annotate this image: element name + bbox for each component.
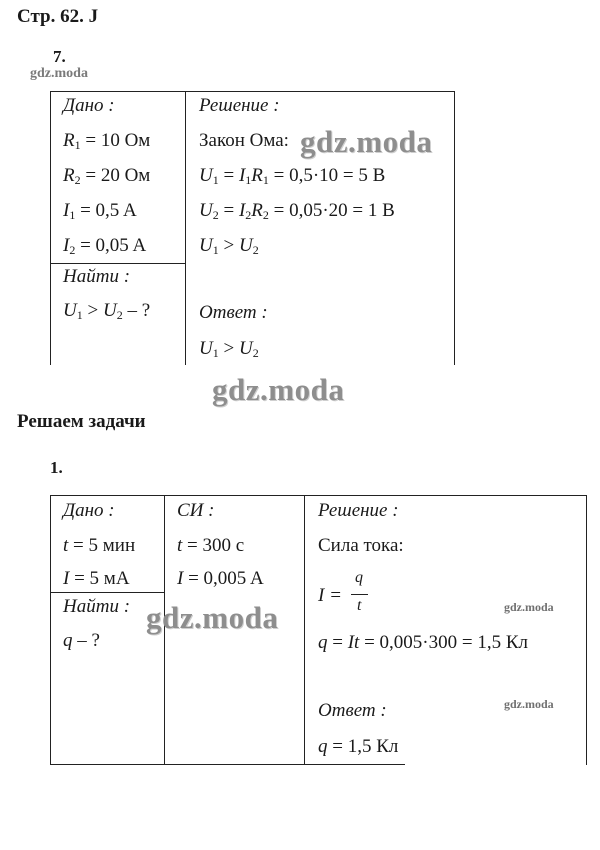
watermark-mid: gdz.moda <box>212 372 345 407</box>
watermark-task-1-small-2: gdz.moda <box>504 697 554 711</box>
task-1-answer: q = 1,5 Кл <box>318 736 399 757</box>
task-1-find: q – ? <box>63 630 100 651</box>
task-1-si-i: I = 0,005 A <box>177 568 264 589</box>
watermark-task-1: gdz.moda <box>146 600 279 635</box>
watermark-top-left: gdz.moda <box>30 66 88 81</box>
watermark-task-1-small-1: gdz.moda <box>504 600 554 614</box>
task-7-given-r2: $R_2 = 20$ Ом <box>63 165 151 187</box>
task-1-find-label: Найти : <box>63 596 131 617</box>
task-1-answer-label: Ответ : <box>318 700 387 721</box>
task-1-formula-numerator: q <box>355 569 363 586</box>
task-7-given-r1: $R_1 = 10$ Ом <box>63 130 151 152</box>
task-7-answer: $U_1 > U_2$ <box>199 338 259 360</box>
task-1-solution-calc: q = It = 0,005·300 = 1,5 Кл <box>318 632 528 653</box>
task-7-find-label: Найти : <box>63 266 131 287</box>
task-7-solution-compare: $U_1 > U_2$ <box>199 235 259 257</box>
task-1-given-label: Дано : <box>63 500 115 521</box>
task-1-si-label: СИ : <box>177 500 215 521</box>
page-title: Стр. 62. J <box>17 6 99 27</box>
task-7-given-i1: $I_1 = 0,5$ A <box>63 200 137 222</box>
task-1-solution-intro: Сила тока: <box>318 535 404 556</box>
task-1-given-t: t = 5 мин <box>63 535 136 556</box>
task-7-solution-u1: $U_1 = I_1R_1 = 0,5\cdot 10 = 5$ B <box>199 165 386 187</box>
watermark-task-7: gdz.moda <box>300 124 433 159</box>
section-title: Решаем задачи <box>17 411 146 432</box>
task-1-formula-lhs: I = <box>318 585 342 606</box>
task-7-given-i2: $I_2 = 0,05$ A <box>63 235 147 257</box>
task-7-find: $U_1 > U_2$ – ? <box>63 300 151 322</box>
task-7-given-label: Дано : <box>63 95 115 116</box>
task-7-solution-u2: $U_2 = I_2R_2 = 0,05\cdot 20 = 1$ B <box>199 200 395 222</box>
task-1-number: 1. <box>50 458 63 477</box>
task-7-solution-law: Закон Ома: <box>199 130 289 151</box>
task-1-si-t: t = 300 c <box>177 535 245 556</box>
task-7-solution-label: Решение : <box>199 95 280 116</box>
task-1-given-i: I = 5 мА <box>63 568 130 589</box>
task-7-number: 7. <box>53 47 66 66</box>
task-7-answer-label: Ответ : <box>199 302 268 323</box>
task-1-formula-denominator: t <box>357 597 362 614</box>
task-1-solution-label: Решение : <box>318 500 399 521</box>
task-1-fraction-bar <box>351 594 368 595</box>
